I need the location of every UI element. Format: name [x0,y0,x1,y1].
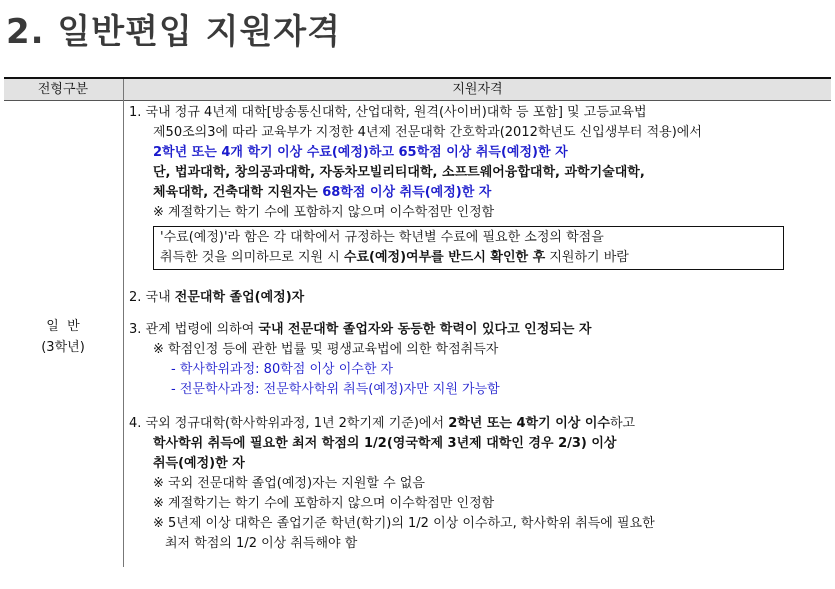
item-4-note: ※ 5년제 이상 대학은 졸업기준 학년(학기)의 1/2 이상 이수하고, 학사학위 취득에 필요한 [153,516,655,531]
category-year: (3학년) [41,340,85,355]
item-3-sub: - 전문학사과정: 전문학사학위 취득(예정)자만 지원 가능함 [171,382,500,397]
item-1-line: 1. 국내 정규 4년제 대학[방송통신대학, 산업대학, 원격(사이버)대학 등 포함] 및 고등교육법 [129,105,647,120]
item-3-note: ※ 학점인정 등에 관한 법률 및 평생교육법에 의한 학점취득자 [153,342,499,357]
item-1-note: ※ 계절학기는 학기 수에 포함하지 않으며 이수학점만 인정함 [153,205,495,220]
item-4 [129,414,829,554]
eligibility-table [4,77,831,101]
header-category: 전형구분 [37,82,89,97]
item-4-note: ※ 국외 전문대학 졸업(예정)자는 지원할 수 없음 [153,476,425,491]
column-divider [123,100,124,567]
category-label: 일 반 [46,319,80,334]
notice-line: 취득한 것을 의미하므로 지원 시 수료(예정)여부를 반드시 확인한 후 지원하기 바람 [160,250,629,265]
item-4-line: 취득(예정)한 자 [153,456,245,471]
qualification-cell [129,103,829,554]
item-3-line: 3. 관계 법령에 의하여 국내 전문대학 졸업자와 동등한 학력이 있다고 인정되는 자 [129,322,592,337]
item-1-highlight: 2학년 또는 4개 학기 이상 수료(예정)하고 65학점 이상 취득(예정)한 자 [153,145,568,160]
item-2: 2. 국내 전문대학 졸업(예정)자 [129,290,305,305]
item-1 [129,103,829,270]
table-header [4,77,831,101]
item-4-note: 최저 학점의 1/2 이상 취득해야 함 [165,536,358,551]
item-3-sub: - 학사학위과정: 80학점 이상 이수한 자 [171,362,394,377]
category-cell [4,316,122,358]
page-title: 2. 일반편입 지원자격 [6,12,341,52]
notice-box [153,226,784,270]
item-4-note: ※ 계절학기는 학기 수에 포함하지 않으며 이수학점만 인정함 [153,496,495,511]
item-1-exception: 단, 법과대학, 창의공과대학, 자동차모빌리티대학, 소프트웨어융합대학, 과학기술대학, [153,165,645,180]
item-3 [129,320,829,400]
item-1-line: 제50조의3에 따라 교육부가 지정한 4년제 전문대학 간호학과(2012학년도 신입생부터 적용)에서 [153,125,702,140]
item-4-line: 학사학위 취득에 필요한 최저 학점의 1/2(영국학제 3년제 대학인 경우 2/3) 이상 [153,436,617,451]
item-4-line: 4. 국외 정규대학(학사학위과정, 1년 2학기제 기준)에서 2학년 또는 4학기 이상 이수하고 [129,416,636,431]
header-qualification: 지원자격 [123,79,831,100]
item-1-exception: 체육대학, 건축대학 지원자는 68학점 이상 취득(예정)한 자 [153,185,492,200]
notice-line: '수료(예정)'라 함은 각 대학에서 규정하는 학년별 수료에 필요한 소정의 학점을 [160,230,604,245]
